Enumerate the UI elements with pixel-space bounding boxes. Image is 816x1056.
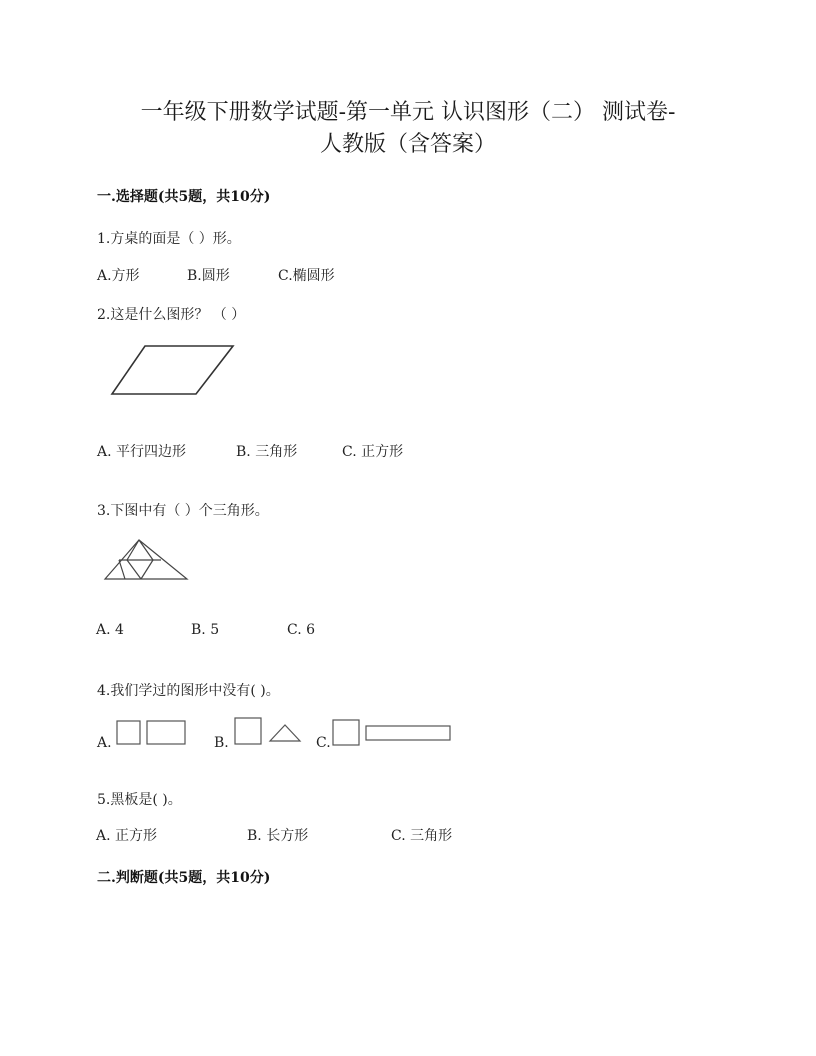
question-1-text: 1.方桌的面是（ ）形。 [97,231,241,247]
section-heading-choice: 一.选择题(共5题，共10分) [97,189,271,205]
option-c-square-long-rectangle-figure [332,718,454,748]
option-b-square-triangle-figure [234,716,304,748]
document-title-line-1: 一年级下册数学试题-第一单元 认识图形（二） 测试卷- [140,100,676,125]
question-2-option-a: A. 平行四边形 [97,444,187,460]
question-4-option-a: A. [97,735,112,751]
section-heading-true-false: 二.判断题(共5题，共10分) [97,870,271,886]
question-3-option-a: A. 4 [96,622,124,638]
parallelogram-figure [108,342,238,398]
question-5-option-a: A. 正方形 [96,828,158,844]
question-4-option-c: C. [316,735,331,751]
question-1-option-b: B.圆形 [187,268,230,284]
question-2-text: 2.这是什么图形？ （ ） [97,307,246,323]
triangle-count-figure [103,538,193,582]
question-3-option-b: B. 5 [191,622,220,638]
question-3-option-c: C. 6 [287,622,316,638]
question-4-option-b: B. [214,735,229,751]
option-a-square-rectangle-figure [116,719,188,747]
question-4-text: 4.我们学过的图形中没有( )。 [97,683,280,699]
question-5-option-c: C. 三角形 [391,828,453,844]
document-title-line-2: 人教版（含答案） [319,132,496,157]
question-1-option-a: A.方形 [97,268,140,284]
question-2-option-b: B. 三角形 [236,444,298,460]
question-1-option-c: C.椭圆形 [278,268,335,284]
question-2-option-c: C. 正方形 [342,444,404,460]
question-5-text: 5.黑板是( )。 [97,792,182,808]
question-5-option-b: B. 长方形 [247,828,309,844]
question-3-text: 3.下图中有（ ）个三角形。 [97,503,269,519]
